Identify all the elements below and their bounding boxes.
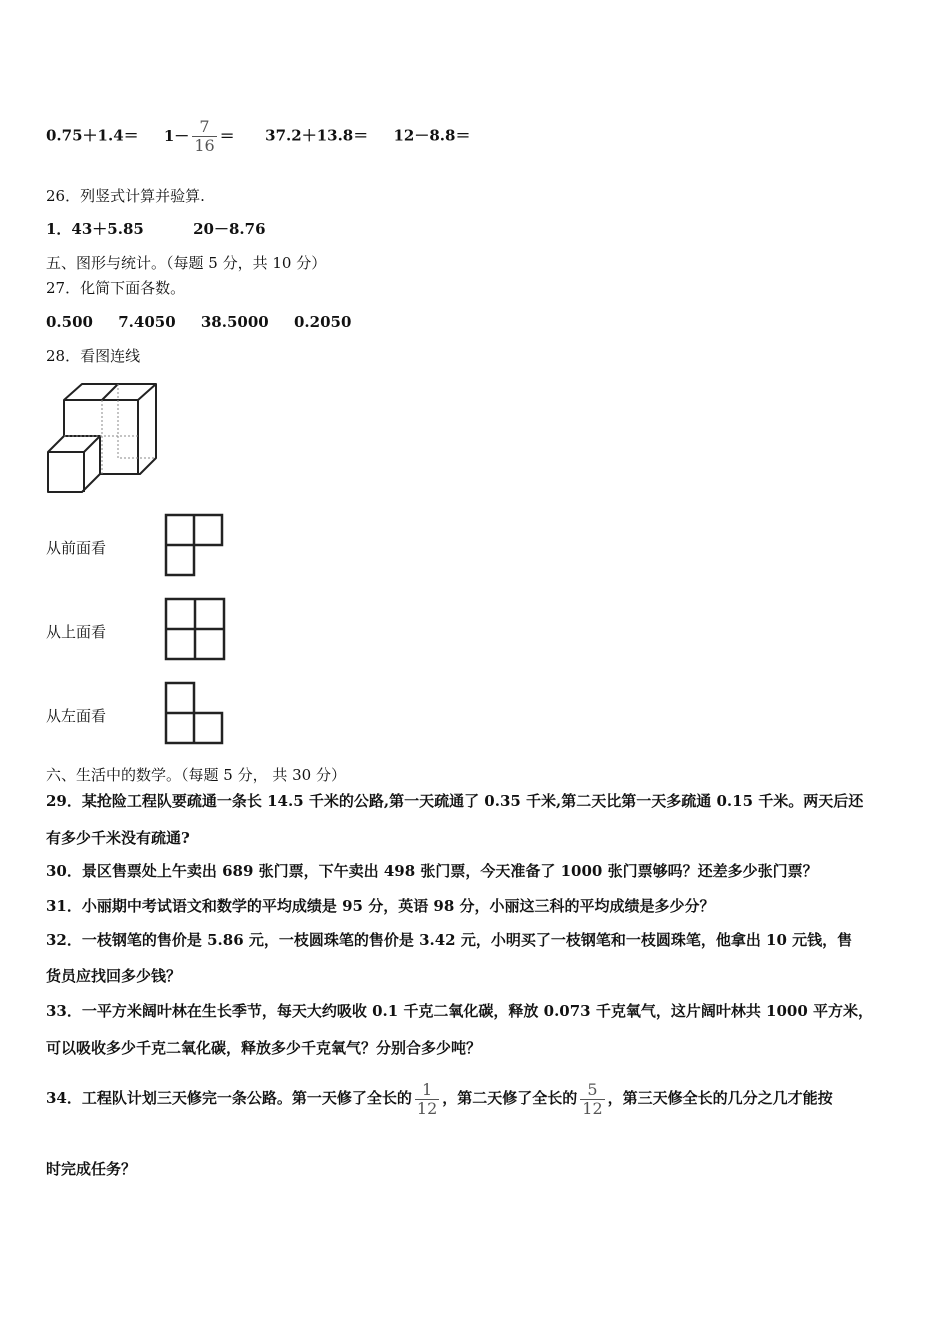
q27-number: 38.5000 (200, 313, 269, 331)
section-6-title: 六、生活中的数学。（每题 5 分， 共 30 分） (46, 766, 346, 784)
fraction-1-12: $\frac{1}{12}$ (416, 1079, 438, 1118)
calc-expr-1: 0.75＋1.4＝ (46, 126, 139, 145)
left-view-figure (163, 680, 225, 746)
top-view-figure (163, 596, 227, 662)
q27-title: 27．化简下面各数。 (46, 279, 186, 297)
q26-title: 26．列竖式计算并验算. (46, 187, 205, 205)
view-label-left: 从左面看 (46, 707, 107, 725)
q32-line-1: 32．一枝钢笔的售价是 5.86 元，一枝圆珠笔的售价是 3.42 元，小明买了一枝钢笔和一枝圆珠笔，他拿出 10 元钱，售 (46, 931, 853, 949)
calc-expr-3: 37.2＋13.8＝ (265, 126, 369, 145)
q29-line-1: 29．某抢险工程队要疏通一条长 14.5 千米的公路,第一天疏通了 0.35 千米,第二天比第一天多疏通 0.15 千米。两天后还 (46, 792, 864, 810)
q29-line-2: 有多少千米没有疏通? (46, 829, 190, 847)
cube-figure (44, 380, 159, 498)
view-label-front: 从前面看 (46, 539, 107, 557)
q26-items (46, 219, 266, 239)
fraction-7-16: $\frac{7}{16}$ (194, 117, 215, 155)
q33-line-1: 33．一平方米阔叶林在生长季节，每天大约吸收 0.1 千克二氧化碳，释放 0.073 千克氧气，这片阔叶林共 1000 平方米， (46, 1002, 874, 1020)
front-view-figure (163, 512, 225, 578)
calc-expr-2: 1－ $\frac{7}{16}$ ＝ (163, 117, 235, 155)
view-label-top: 从上面看 (46, 623, 107, 641)
q27-number: 7.4050 (118, 313, 176, 331)
calc-row (46, 118, 470, 155)
q34-line-1: 34．工程队计划三天修完一条公路。第一天修了全长的 $\frac{1}{12}$ ，第二天修了全长的 $\frac{5}{12}$ ，第三天修全长的几分之几才能按 (46, 1079, 833, 1118)
q27-numbers (46, 312, 351, 332)
q33-line-2: 可以吸收多少千克二氧化碳，释放多少千克氧气？分别合多少吨？ (46, 1039, 482, 1057)
calc-expr-4: 12－8.8＝ (393, 126, 471, 145)
q27-number: 0.500 (46, 313, 93, 331)
q31-line-1: 31．小丽期中考试语文和数学的平均成绩是 95 分，英语 98 分，小丽这三科的平均成绩是多少分？ (46, 897, 715, 915)
fraction-5-12: $\frac{5}{12}$ (582, 1079, 603, 1118)
q30-line-1: 30．景区售票处上午卖出 689 张门票，下午卖出 498 张门票，今天准备了 1000 张门票够吗？还差多少张门票？ (46, 862, 818, 880)
q34-line-2: 时完成任务？ (46, 1160, 137, 1178)
q28-title: 28．看图连线 (46, 347, 141, 365)
q27-number: 0.2050 (293, 313, 352, 331)
section-5-title: 五、图形与统计。（每题 5 分，共 10 分） (46, 254, 327, 272)
q26-item-2: 20－8.76 (193, 220, 266, 238)
q26-item-1: 1．43＋5.85 (46, 220, 144, 238)
q32-line-2: 货员应找回多少钱？ (46, 967, 182, 985)
